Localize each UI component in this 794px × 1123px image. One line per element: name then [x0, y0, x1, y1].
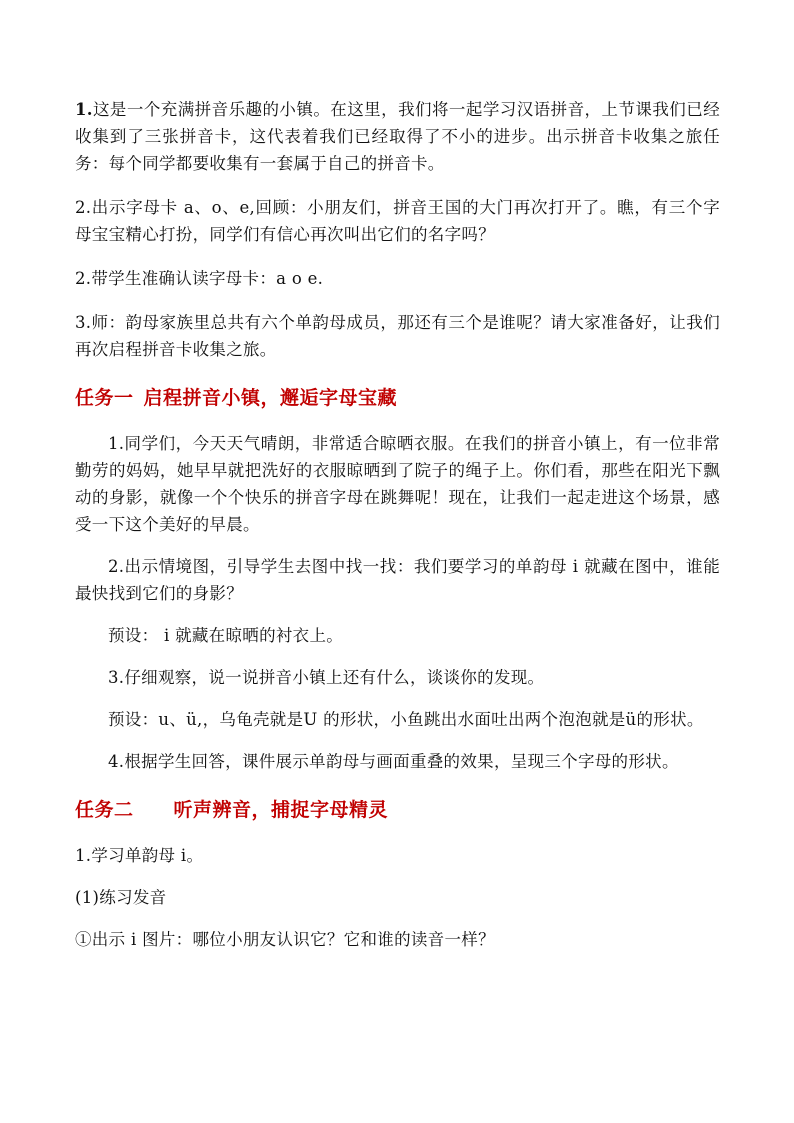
task1-paragraph-6: 4.根据学生回答，课件展示单韵母与画面重叠的效果，呈现三个字母的形状。: [108, 752, 679, 771]
intro-paragraph-3: 2.带学生准确认读字母卡：a o e.: [75, 269, 324, 288]
intro-paragraph-1-number: 1.: [75, 100, 93, 119]
task2-paragraph-3: ①出示 i 图片：哪位小朋友认识它？它和谁的读音一样？: [75, 930, 495, 949]
task1-paragraph-2: 2.出示情境图，引导学生去图中找一找：我们要学习的单韵母 i 就藏在图中，谁能最快找到它们的身影？: [75, 557, 720, 603]
task1-paragraph-4: 3.仔细观察，说一说拼音小镇上还有什么，谈谈你的发现。: [108, 668, 545, 687]
task2-paragraph-1: 1.学习单韵母 i。: [75, 846, 204, 865]
intro-paragraph-1: [75, 96, 720, 177]
task2-paragraph-2: (1)练习发音: [75, 888, 167, 907]
intro-paragraph-2: 2.出示字母卡 a、o、e,回顾：小朋友们，拼音王国的大门再次打开了。瞧，有三个字母宝宝精心打扮，同学们有信心再次叫出它们的名字吗？: [75, 198, 720, 244]
task1-paragraph-5: 预设：u、ü,，乌龟壳就是U 的形状，小鱼跳出水面吐出两个泡泡就是ü的形状。: [108, 710, 704, 729]
task2-heading: [75, 797, 720, 824]
task1-paragraph-1: 1.同学们，今天天气晴朗，非常适合晾晒衣服。在我们的拼音小镇上，有一位非常勤劳的妈妈，她早早就把洗好的衣服晾晒到了院子的绳子上。你们看，那些在阳光下飘动的身影，就像一个个快乐的拼音字母在跳舞呢！现在，让我们一起走进这个场景，感受一下这个美好的早晨。: [75, 434, 720, 534]
intro-paragraph-1-text: 这是一个充满拼音乐趣的小镇。在这里，我们将一起学习汉语拼音，上节课我们已经收集到了三张拼音卡，这代表着我们已经取得了不小的进步。出示拼音卡收集之旅任务：每个同学都要收集有一套属于自己的拼音卡。: [75, 100, 720, 173]
task1-paragraph-3: 预设： i 就藏在晾晒的衬衣上。: [108, 626, 344, 645]
task2-heading-title: 听声辨音，捕捉字母精灵: [173, 799, 389, 821]
task1-heading-title: 启程拼音小镇，邂逅字母宝藏: [143, 387, 398, 409]
document-body: [75, 96, 720, 953]
task1-heading: [75, 385, 720, 412]
intro-paragraph-4: 3.师：韵母家族里总共有六个单韵母成员，那还有三个是谁呢？请大家准备好，让我们再次启程拼音卡收集之旅。: [75, 313, 720, 359]
task1-heading-label: 任务一: [75, 387, 134, 409]
task2-heading-label: 任务二: [75, 799, 134, 821]
